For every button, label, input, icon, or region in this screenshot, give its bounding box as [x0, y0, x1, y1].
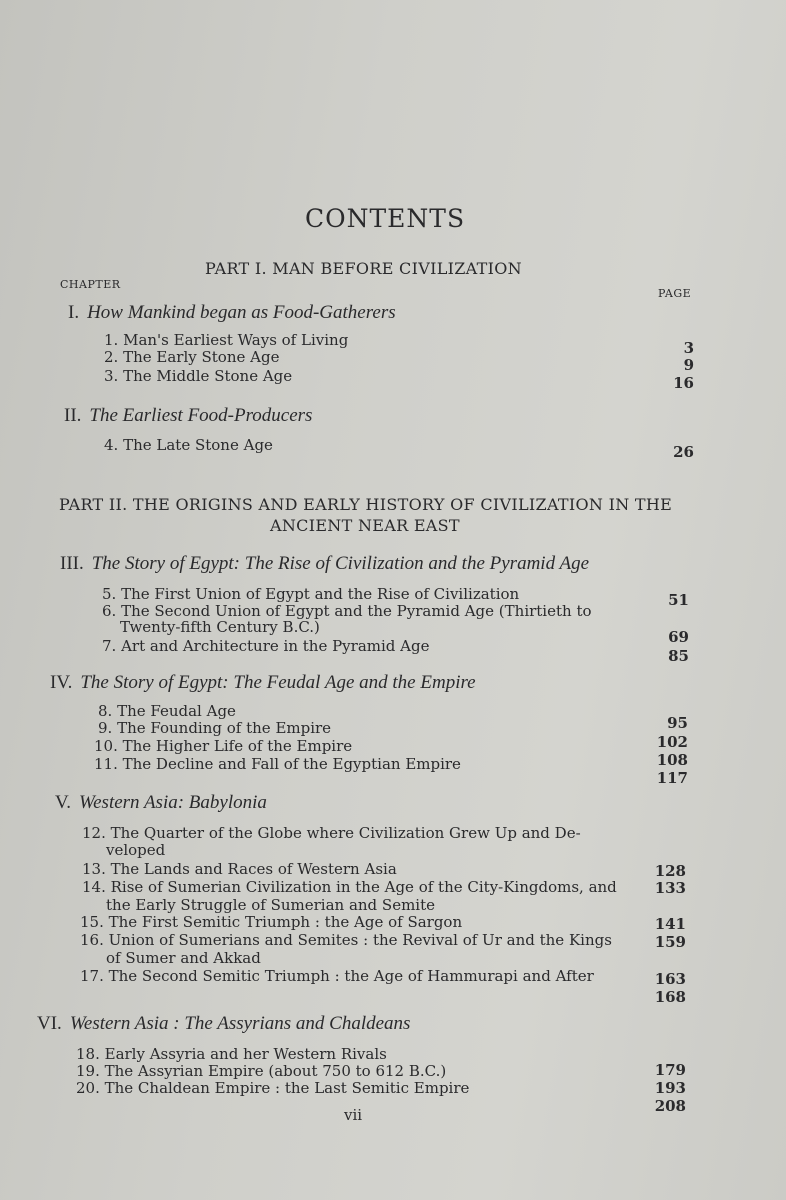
section-entry: 2. The Early Stone Age: [104, 348, 280, 366]
page-number: 128: [654, 862, 686, 880]
section-entry: 16. Union of Sumerians and Semites : the Revival of Ur and the Kings: [80, 931, 612, 949]
section-entry: 17. The Second Semitic Triumph : the Age of Hammurapi and After: [80, 967, 594, 985]
page-column-label: PAGE: [658, 287, 692, 300]
chapter-column-label: CHAPTER: [60, 278, 121, 291]
chapter-number: IV.: [50, 672, 73, 693]
page-number: 179: [654, 1061, 686, 1079]
page-number: 117: [656, 769, 688, 787]
chapter-title: Western Asia : The Assyrians and Chaldeans: [69, 1013, 411, 1034]
page-number: 69: [668, 628, 689, 646]
page-number: 16: [673, 374, 694, 392]
chapter-number: I.: [68, 302, 80, 323]
page-number: 208: [654, 1097, 686, 1115]
chapter-title: The Earliest Food-Producers: [89, 405, 313, 426]
page-number: 26: [673, 443, 694, 461]
section-entry: 15. The First Semitic Triumph : the Age of Sargon: [80, 913, 463, 931]
page-number: 159: [654, 933, 686, 951]
chapter-number: V.: [55, 792, 72, 813]
part-2-heading-cont: ANCIENT NEAR EAST: [270, 516, 460, 535]
chapter-heading: [50, 672, 476, 694]
section-entry-cont: of Sumer and Akkad: [106, 949, 261, 967]
page-folio: vii: [344, 1106, 363, 1124]
section-entry: 7. Art and Architecture in the Pyramid Age: [102, 637, 430, 655]
chapter-heading: [37, 1013, 410, 1035]
page-number: 95: [667, 714, 688, 732]
section-entry: 9. The Founding of the Empire: [98, 719, 332, 737]
section-entry: 19. The Assyrian Empire (about 750 to 612 B.C.): [76, 1062, 447, 1080]
page-number: 133: [654, 879, 686, 897]
section-entry-cont: the Early Struggle of Sumerian and Semite: [106, 896, 435, 914]
chapter-title: The Story of Egypt: The Feudal Age and the Empire: [80, 672, 476, 693]
page-number: 9: [683, 356, 694, 374]
section-entry: 4. The Late Stone Age: [104, 436, 273, 454]
section-entry: 12. The Quarter of the Globe where Civilization Grew Up and De-: [82, 824, 581, 842]
chapter-title: The Story of Egypt: The Rise of Civilization and the Pyramid Age: [91, 553, 590, 574]
section-entry: 13. The Lands and Races of Western Asia: [82, 860, 397, 878]
chapter-heading: [68, 302, 396, 324]
page-number: 163: [654, 970, 686, 988]
section-entry: 6. The Second Union of Egypt and the Pyramid Age (Thirtieth to: [102, 602, 592, 620]
page-number: 102: [656, 733, 688, 751]
part-1-heading: PART I. MAN BEFORE CIVILIZATION: [205, 259, 522, 278]
section-entry-cont: Twenty-fifth Century B.C.): [120, 618, 320, 636]
section-entry: 11. The Decline and Fall of the Egyptian Empire: [94, 755, 461, 773]
section-entry: 5. The First Union of Egypt and the Rise of Civilization: [102, 585, 520, 603]
part-2-heading: PART II. THE ORIGINS AND EARLY HISTORY OF CIVILIZATION IN THE: [59, 495, 673, 514]
chapter-heading: [55, 792, 267, 814]
chapter-title: Western Asia: Babylonia: [79, 792, 267, 813]
page-title: CONTENTS: [305, 204, 466, 233]
chapter-heading: [64, 405, 312, 427]
section-entry: 1. Man's Earliest Ways of Living: [104, 331, 349, 349]
page-number: 51: [668, 591, 689, 609]
page-number: 3: [683, 339, 694, 357]
section-entry: 14. Rise of Sumerian Civilization in the Age of the City-Kingdoms, and: [82, 878, 617, 896]
page-number: 141: [654, 915, 686, 933]
chapter-title: How Mankind began as Food-Gatherers: [87, 302, 396, 323]
page-number: 193: [654, 1079, 686, 1097]
section-entry: 20. The Chaldean Empire : the Last Semitic Empire: [76, 1079, 470, 1097]
section-entry-cont: veloped: [106, 841, 166, 859]
section-entry: 18. Early Assyria and her Western Rivals: [76, 1045, 387, 1063]
chapter-number: VI.: [37, 1013, 62, 1034]
page-number: 168: [654, 988, 686, 1006]
chapter-number: III.: [60, 553, 84, 574]
section-entry: 3. The Middle Stone Age: [104, 367, 293, 385]
page-number: 108: [656, 751, 688, 769]
section-entry: 10. The Higher Life of the Empire: [94, 737, 353, 755]
page-number: 85: [668, 647, 689, 665]
chapter-heading: [60, 553, 589, 575]
chapter-number: II.: [64, 405, 82, 426]
section-entry: 8. The Feudal Age: [98, 702, 236, 720]
